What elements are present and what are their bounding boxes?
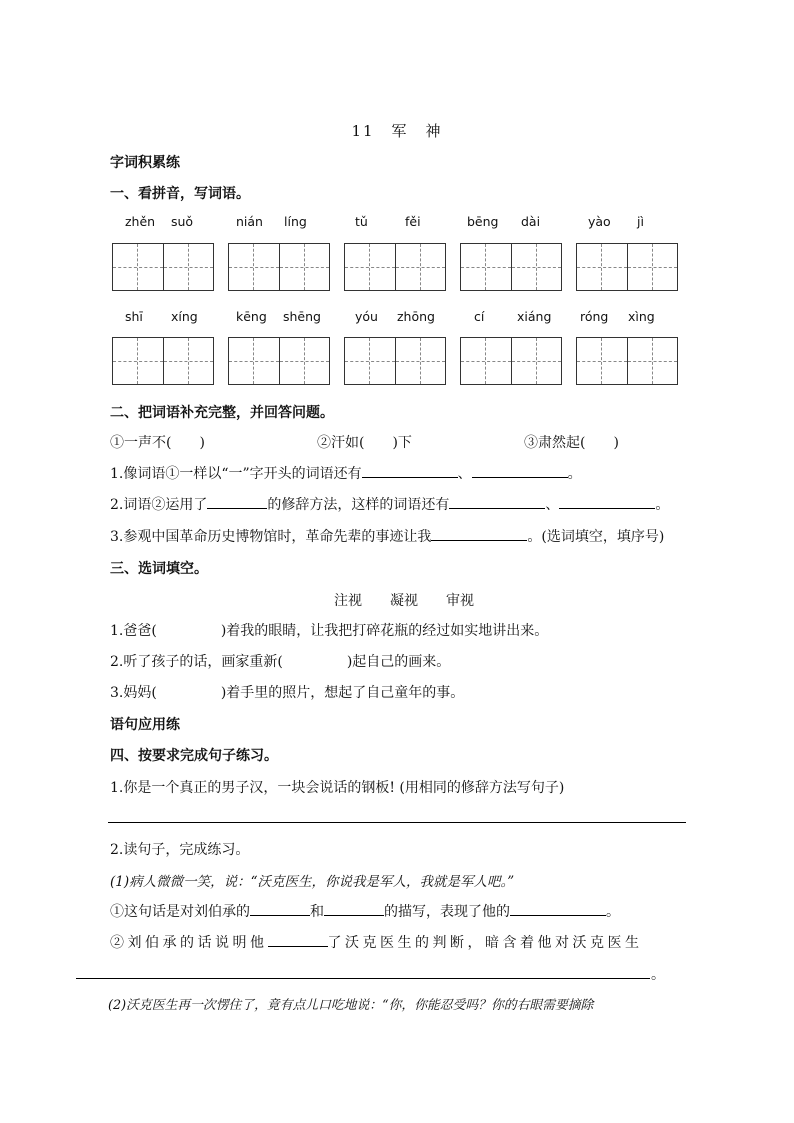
q4-sentence-1: 1.你是一个真正的男子汉，一块会说话的钢板! (用相同的修辞方法写句子) [110, 780, 565, 796]
pinyin-5b: jì [637, 214, 644, 229]
pinyin-6b: xíng [171, 309, 198, 324]
answer-blank[interactable] [362, 463, 458, 478]
q3-sentence-2 [110, 651, 450, 671]
p1q1-text2: 的描写，表现了他的 [384, 904, 510, 920]
q2-s1-text: 1.像词语①一样以“一”字开头的词语还有 [110, 466, 362, 482]
writing-grid[interactable] [576, 337, 678, 385]
pinyin-7b: shēng [283, 309, 321, 324]
writing-grid[interactable] [344, 243, 446, 291]
answer-blank[interactable] [431, 526, 527, 541]
pinyin-8b: zhōng [397, 309, 435, 324]
q2-s2-text2: 的修辞方法，这样的词语还有 [267, 497, 450, 513]
q3-s2-text: 2.听了孩子的话，画家重新( [110, 654, 283, 670]
pinyin-9b: xiáng [517, 309, 552, 324]
pinyin-2a: nián [236, 214, 263, 229]
q3-s3-rest: )着手里的照片，想起了自己童年的事。 [220, 685, 465, 701]
question-2-heading: 二、把词语补充完整，并回答问题。 [110, 405, 334, 421]
question-1-heading: 一、看拼音，写词语。 [110, 186, 250, 202]
q4-sentence-2: 2.读句子，完成练习。 [110, 842, 250, 858]
writing-grid[interactable] [576, 243, 678, 291]
p1q2-text2: 了沃克医生的判断，暗含着他对沃克医生 [327, 935, 643, 951]
writing-grid[interactable] [460, 337, 562, 385]
answer-blank[interactable] [510, 901, 606, 916]
pinyin-10b: xìng [628, 309, 655, 324]
page-title: 11 军 神 [351, 122, 443, 140]
question-3-heading: 三、选词填空。 [110, 561, 208, 577]
question-4-heading: 四、按要求完成句子练习。 [110, 748, 278, 764]
answer-blank[interactable] [559, 494, 655, 509]
q3-sentence-1 [110, 620, 548, 640]
pinyin-4a: bēng [467, 214, 499, 229]
pinyin-3a: tǔ [355, 214, 368, 229]
p1q1-end: 。 [606, 904, 620, 920]
writing-grid[interactable] [344, 337, 446, 385]
pinyin-10a: róng [580, 309, 609, 324]
idiom-1: ①一声不( ) [110, 435, 205, 451]
answer-blank[interactable] [472, 463, 568, 478]
pinyin-6a: shī [125, 309, 143, 324]
word-choices: 注视 凝视 审视 [334, 593, 474, 609]
q3-s3-text: 3.妈妈( [110, 685, 157, 701]
pinyin-7a: kēng [236, 309, 267, 324]
q2-s2-text: 2.词语②运用了 [110, 497, 208, 513]
writing-grid[interactable] [228, 243, 330, 291]
passage-1: (1)病人微微一笑，说：“沃克医生，你说我是军人，我就是军人吧。” [110, 874, 515, 890]
answer-blank[interactable] [250, 901, 310, 916]
pinyin-2b: líng [284, 214, 307, 229]
passage-1-question-2 [110, 932, 643, 952]
answer-blank[interactable] [324, 901, 384, 916]
p1q2-text: ②刘伯承的话说明他 [110, 935, 268, 951]
p1q1-and: 和 [310, 904, 324, 920]
q2-s1-end: 。 [567, 466, 582, 482]
pinyin-5a: yào [588, 214, 611, 229]
writing-grid[interactable] [112, 243, 214, 291]
pinyin-4b: dài [521, 214, 541, 229]
q2-s1-sep: 、 [457, 466, 472, 482]
writing-grid[interactable] [228, 337, 330, 385]
q2-sentence-2 [110, 494, 669, 514]
pinyin-8a: yóu [355, 309, 378, 324]
writing-grid[interactable] [460, 243, 562, 291]
answer-blank[interactable] [268, 932, 328, 947]
answer-blank[interactable] [449, 494, 545, 509]
answer-line[interactable] [108, 822, 686, 823]
pinyin-1a: zhěn [125, 214, 156, 229]
q2-s2-sep: 、 [545, 497, 560, 513]
q3-s1-text: 1.爸爸( [110, 623, 157, 639]
pinyin-3b: fěi [405, 214, 421, 229]
q3-sentence-3 [110, 682, 464, 702]
idiom-2: ②汗如( )下 [317, 435, 412, 451]
writing-grid[interactable] [112, 337, 214, 385]
pinyin-1b: suǒ [171, 214, 194, 229]
q2-s3-end: 。(选词填空，填序号) [527, 529, 665, 545]
q3-s2-rest: )起自己的画来。 [346, 654, 451, 670]
q2-sentence-1 [110, 463, 582, 483]
section-heading-sentences: 语句应用练 [110, 717, 180, 733]
idiom-3: ③肃然起( ) [524, 435, 619, 451]
q2-s3-text: 3.参观中国革命历史博物馆时，革命先辈的事迹让我 [110, 529, 432, 545]
q2-s2-end: 。 [655, 497, 670, 513]
p1q1-text: ①这句话是对刘伯承的 [110, 904, 250, 920]
p1q2-end: 。 [651, 967, 665, 983]
answer-blank[interactable] [207, 494, 267, 509]
section-heading-vocabulary: 字词积累练 [110, 155, 180, 171]
q3-s1-rest: )着我的眼睛，让我把打碎花瓶的经过如实地讲出来。 [220, 623, 549, 639]
pinyin-9a: cí [474, 309, 485, 324]
passage-1-question-1 [110, 901, 620, 921]
passage-2: (2)沃克医生再一次愣住了，竟有点儿口吃地说：“你，你能忍受吗？你的右眼需要摘除 [108, 998, 594, 1013]
answer-line[interactable] [76, 978, 650, 979]
q2-sentence-3 [110, 526, 664, 546]
